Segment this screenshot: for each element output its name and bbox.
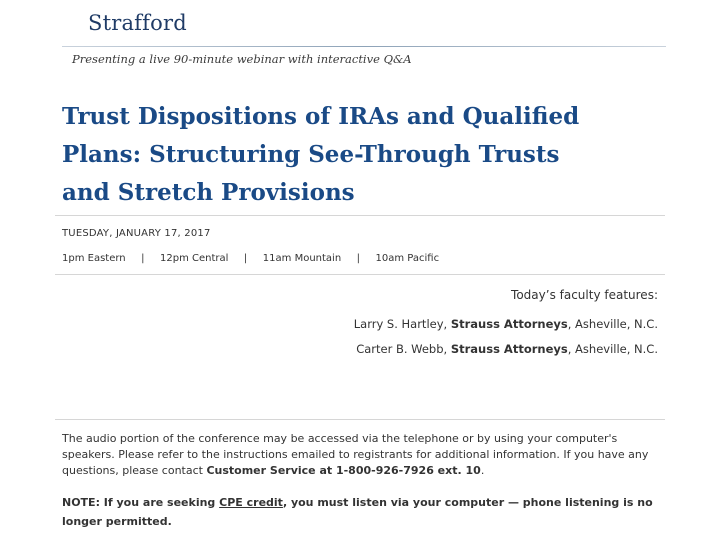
- divider-title: [55, 215, 665, 216]
- cpe-note: [62, 493, 662, 531]
- faculty-name: Larry S. Hartley,: [353, 317, 451, 331]
- note-suffix: , you must listen via your computer — phone listening is no longer permitted.: [62, 496, 653, 528]
- webinar-times: [62, 253, 439, 264]
- title-line-2: Plans: Structuring See-Through Trusts: [62, 141, 560, 168]
- customer-service-contact: Customer Service at 1-800-926-7926 ext. 10: [206, 464, 481, 477]
- faculty-member-2: [356, 342, 658, 356]
- audio-notice-end: .: [480, 464, 485, 477]
- strafford-logo: Strafford: [88, 11, 187, 35]
- header-divider: [62, 46, 666, 47]
- title-line-3: and Stretch Provisions: [62, 179, 355, 206]
- time-pacific: 10am Pacific: [375, 253, 440, 264]
- title-line-1: Trust Dispositions of IRAs and Qualified: [62, 103, 580, 130]
- faculty-member-1: [354, 317, 658, 331]
- faculty-location: , Asheville, N.C.: [567, 342, 658, 356]
- time-separator: |: [141, 253, 145, 264]
- faculty-firm: Strauss Attorneys: [450, 317, 568, 331]
- divider-faculty: [55, 419, 665, 420]
- webinar-title: [62, 98, 662, 212]
- faculty-heading: Today’s faculty features:: [511, 288, 658, 302]
- time-central: 12pm Central: [160, 253, 229, 264]
- divider-schedule: [55, 274, 665, 275]
- time-mountain: 11am Mountain: [262, 253, 342, 264]
- cpe-credit-link[interactable]: CPE credit: [219, 496, 283, 509]
- faculty-firm: Strauss Attorneys: [450, 342, 568, 356]
- audio-notice-text: The audio portion of the conference may be accessed via the telephone or by using your computer's speakers. Please refer to the instructions emailed to registrants for additional information. If you have any questions, please contact: [62, 432, 649, 477]
- faculty-name: Carter B. Webb,: [356, 342, 451, 356]
- time-eastern: 1pm Eastern: [62, 253, 126, 264]
- faculty-location: , Asheville, N.C.: [567, 317, 658, 331]
- audio-notice: [62, 431, 662, 479]
- time-separator: |: [243, 253, 248, 264]
- note-prefix: NOTE: If you are seeking: [62, 496, 220, 509]
- tagline: Presenting a live 90-minute webinar with interactive Q&A: [72, 52, 412, 66]
- time-separator: |: [356, 253, 361, 264]
- webinar-date: TUESDAY, JANUARY 17, 2017: [62, 228, 211, 239]
